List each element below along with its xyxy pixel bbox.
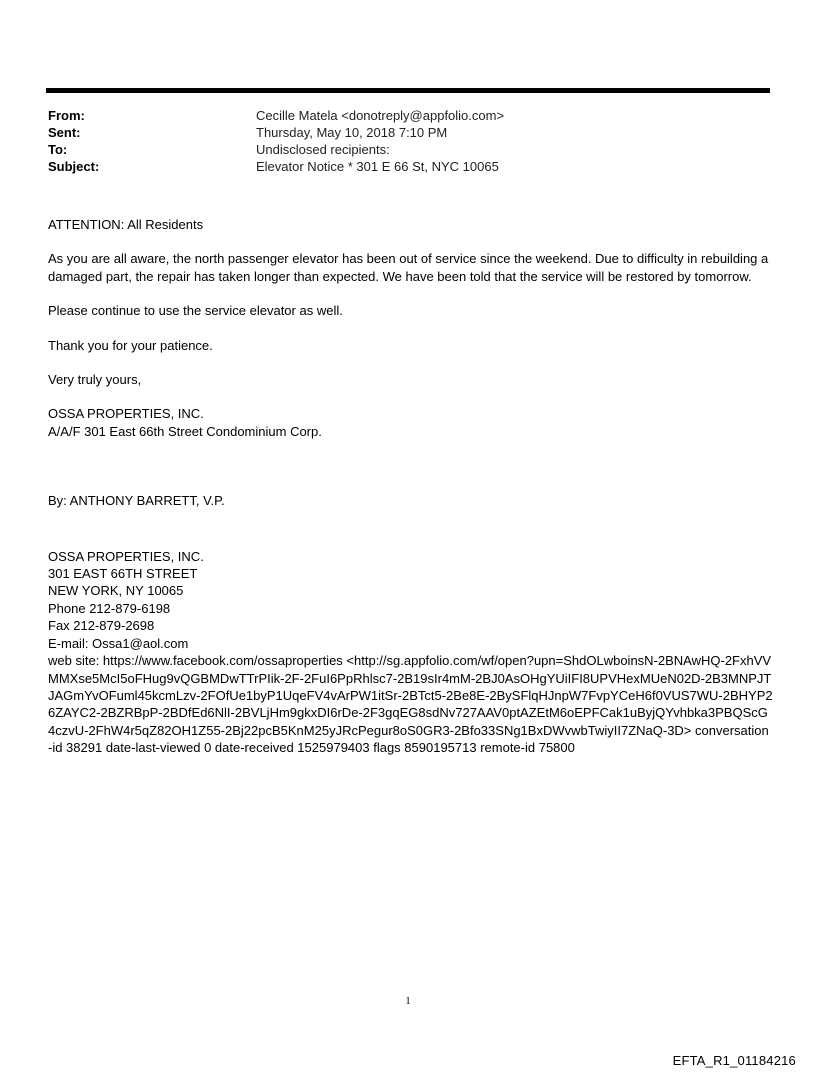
sent-value: Thursday, May 10, 2018 7:10 PM — [256, 125, 448, 140]
bates-number: EFTA_R1_01184216 — [672, 1053, 796, 1068]
closing-line: Very truly yours, — [48, 372, 142, 388]
signature-block — [48, 548, 773, 757]
signature-phone: Phone 212-879-6198 — [48, 600, 171, 616]
from-row — [48, 107, 768, 124]
email-header — [48, 107, 768, 175]
thanks-paragraph: Thank you for your patience. — [48, 337, 213, 353]
company-agent-line: A/A/F 301 East 66th Street Condominium Corp. — [48, 423, 322, 439]
sent-row — [48, 124, 768, 141]
company-name: OSSA PROPERTIES, INC. — [48, 406, 204, 422]
signature-website-metadata: web site: https://www.facebook.com/ossaproperties <http://sg.appfolio.com/wf/open?upn=ShdOLwboinsN-2BNAwHQ-2FxhVVMMXse5McI5oFHug9vQGBMDwTTrPIik-2F-2FuI6PpRhlsc7-2B19sIr4mM-2BJ0AsOHgYUiIFI8UPVHexMUeN02D-2B3MNPJTJAGmYvOFuml45kcmLzv-2FOfUe1byP1UqeFV4vArPW1itSr-2BTct5-2Be8E-2BySFlqHJnpW7FvpYCeH6f0VUS7WU-2BHYP26ZAYC2-2BZRBpP-2BDfEd6NlI-2BVLjHm9gkxDI6rDe-2F3gqEG8sdNv727AAV0ptAZEtM6oEPFCak1uByjQYvhbka3PBQScG4czvU-2FhW4r5qZ82OH1Z55-2Bj22pcB5KnM25yJRcPegur8oS0GR3-2Bfo33SNg1BxDWvwbTwiyII7ZNaQ-3D> conversation-id 38291 date-last-viewed 0 date-received 1525979403 flags 8590195713 remote-id 75800 — [48, 653, 773, 756]
subject-label: Subject: — [48, 159, 100, 174]
to-value: Undisclosed recipients: — [256, 142, 390, 157]
sent-label: Sent: — [48, 125, 81, 140]
signature-company: OSSA PROPERTIES, INC. — [48, 548, 204, 564]
from-value: Cecille Matela <donotreply@appfolio.com> — [256, 108, 505, 123]
attention-line: ATTENTION: All Residents — [48, 217, 204, 232]
to-row — [48, 141, 768, 158]
signature-fax: Fax 212-879-2698 — [48, 618, 155, 634]
page-number: 1 — [405, 995, 411, 1007]
from-label: From: — [48, 108, 85, 123]
subject-row — [48, 158, 768, 175]
header-rule — [46, 88, 770, 93]
signature-street: 301 EAST 66TH STREET — [48, 566, 198, 582]
subject-value: Elevator Notice * 301 E 66 St, NYC 10065 — [256, 159, 499, 174]
signed-by-line: By: ANTHONY BARRETT, V.P. — [48, 493, 225, 509]
signature-city: NEW YORK, NY 10065 — [48, 583, 184, 599]
signature-email: E-mail: Ossa1@aol.com — [48, 635, 189, 651]
to-label: To: — [48, 142, 68, 157]
service-elevator-paragraph: Please continue to use the service elevator as well. — [48, 303, 343, 319]
email-body — [48, 216, 773, 757]
notice-paragraph: As you are all aware, the north passenger elevator has been out of service since the weekend. Due to difficulty in rebuilding a damaged part, the repair has taken longer than expected. We have been told that the service will be restored by tomorrow. — [48, 251, 769, 284]
